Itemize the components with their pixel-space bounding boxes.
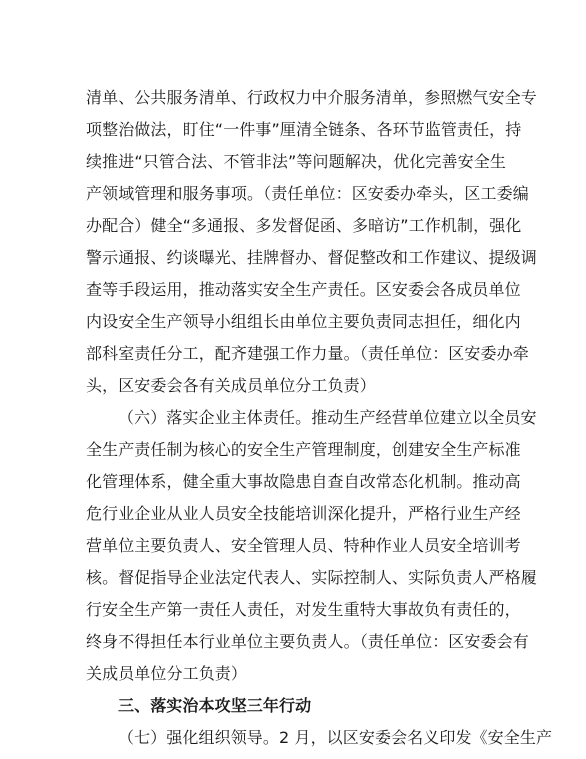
text-line: 警示通报、约谈曝光、挂牌督办、督促整改和工作建议、提级调 [86, 248, 537, 267]
text-line: 核。督促指导企业法定代表人、实际控制人、实际负责人严格履 [86, 568, 537, 587]
text-line: 全生产责任制为核心的安全生产管理制度，创建安全生产标准 [86, 440, 521, 459]
text-line: 产领域管理和服务事项。（责任单位：区安委办牵头，区工委编 [86, 184, 529, 203]
text-line: 续推进“只管合法、不管非法”等问题解决，优化完善安全生 [86, 152, 506, 171]
text-line: 行安全生产第一责任人责任，对发生重特大事故负有责任的， [86, 600, 521, 619]
text-line: 内设安全生产领导小组组长由单位主要负责同志担任，细化内 [86, 312, 521, 331]
text-line: 查等手段运用，推动落实安全生产责任。区安委会各成员单位 [86, 280, 521, 299]
text-line: 清单、公共服务清单、行政权力中介服务清单，参照燃气安全专 [86, 88, 537, 107]
text-line: 部科室责任分工，配齐建强工作力量。（责任单位：区安委办牵 [86, 344, 529, 363]
paragraph-start-line: （六）落实企业主体责任。推动生产经营单位建立以全员安 [118, 408, 537, 427]
section-heading: 三、落实治本攻坚三年行动 [118, 696, 312, 715]
text-line: 关成员单位分工负责） [86, 664, 248, 683]
paragraph-start-line: （七）强化组织领导。2 月，以区安委会名义印发《安全生产 [118, 728, 553, 747]
text-line: 化管理体系，健全重大事故隐患自查自改常态化机制。推动高 [86, 472, 521, 491]
text-line: 终身不得担任本行业单位主要负责人。（责任单位：区安委会有 [86, 632, 529, 651]
text-line: 危行业企业从业人员安全技能培训深化提升，严格行业生产经 [86, 504, 521, 523]
text-line: 办配合）健全“多通报、多发督促函、多暗访”工作机制，强化 [86, 216, 522, 235]
text-line: 项整治做法，盯住“一件事”厘清全链条、各环节监管责任，持 [86, 120, 522, 139]
text-line: 营单位主要负责人、安全管理人员、特种作业人员安全培训考 [86, 536, 521, 555]
text-line: 头，区安委会各有关成员单位分工负责） [86, 376, 376, 395]
